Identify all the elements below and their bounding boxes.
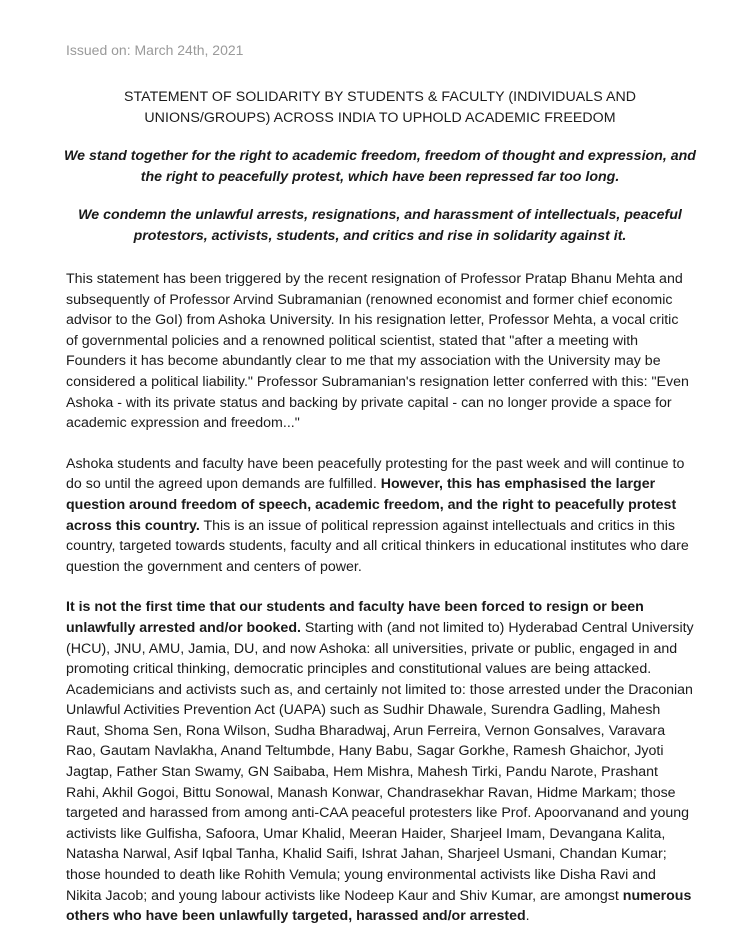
paragraph-arrests-emphasis-open: It is not the first time that our students and faculty have been forced to resign or been unlawfully arrested and/or booked. bbox=[66, 599, 644, 636]
paragraph-arrests-period: . bbox=[525, 908, 530, 925]
paragraph-resignations: This statement has been triggered by the recent resignation of Professor Pratap Bhanu Mehta and subsequently of Professor Arvind Subramanian (renowned economist and former chief economic advisor to the GoI) from Ashoka University. In his resignation letter, Professor Mehta, a vocal critic of governmental policies and a renowned political scientist, stated that "after a meeting with Founders it has become abundantly clear to me that my association with the University may be considered a political liability." Professor Subramanian's resignation letter conferred with this: "Even Ashoka - with its private status and backing by private capital - can no longer provide a space for academic expression and freedom..." bbox=[66, 271, 689, 432]
statement-title: STATEMENT OF SOLIDARITY BY STUDENTS & FACULTY (INDIVIDUALS AND UNIONS/GROUPS) ACROSS INDIA TO UPHOLD ACADEMIC FREEDOM bbox=[123, 89, 637, 126]
paragraph-arrests bbox=[66, 597, 694, 927]
issued-date: Issued on: March 24th, 2021 bbox=[66, 42, 244, 58]
paragraph-protests-emphasis: However, this has emphasised the larger question around freedom of speech, academic freedom, and the right to peacefully protest across this country. bbox=[66, 476, 677, 534]
paragraph-arrests-emphasis-close: numerous others who have been unlawfully targeted, harassed and/or arrested bbox=[66, 887, 692, 925]
lead-statement-condemn: We condemn the unlawful arrests, resignations, and harassment of intellectuals, peaceful protestors, activists, students, and critics and rise in solidarity against it. bbox=[78, 207, 682, 244]
paragraph-protests bbox=[66, 454, 694, 578]
lead-statement-freedom: We stand together for the right to academic freedom, freedom of thought and expression, and the right to peacefully protest, which have been repressed far too long. bbox=[64, 148, 696, 185]
paragraph-protests-text-a: Ashoka students and faculty have been peacefully protesting for the past week and will continue to do so until the agreed upon demands are fulfilled. bbox=[66, 455, 685, 493]
paragraph-arrests-text: Starting with (and not limited to) Hyderabad Central University (HCU), JNU, AMU, Jamia, DU, and now Ashoka: all universities, private or public, engaged in and promoting critical thinking, democratic principles and constitutional values are being attacked. Academicians and activists such as, and certainly not limited to: those arrested under the Draconian Unlawful Activities Prevention Act (UAPA) such as Sudhir Dhawale, Surendra Gadling, Mahesh Raut, Shoma Sen, Rona Wilson, Sudha Bharadwaj, Arun Ferreira, Vernon Gonsalves, Varavara Rao, Gautam Navlakha, Anand Teltumbde, Hany Babu, Sagar Gorkhe, Ramesh Ghaichor, Jyoti Jagtap, Father Stan Swamy, GN Saibaba, Hem Mishra, Mahesh Tirki, Pandu Narote, Prashant Rahi, Akhil Gogoi, Bittu Sonowal, Manash Konwar, Chandrasekhar Ravan, Hidme Markam; those targeted and harassed from among anti-CAA peaceful protesters like Prof. Apoorvanand and young activists like Gulfisha, Safoora, Umar Khalid, Meeran Haider, Sharjeel Imam, Devangana Kalita, Natasha Narwal, Asif Iqbal Tanha, Khalid Saifi, Ishrat Jahan, Sharjeel Usmani, Chandan Kumar; those hounded to death like Rohith Vemula; young environmental activists like Disha Ravi and Nikita Jacob; and young labour activists like Nodeep Kaur and Shiv Kumar, are amongst bbox=[66, 619, 694, 904]
paragraph-protests-text-c: This is an issue of political repression against intellectuals and critics in this country, targeted towards students, faculty and all critical thinkers in educational institutes who dare question the government and centers of power. bbox=[66, 517, 689, 575]
